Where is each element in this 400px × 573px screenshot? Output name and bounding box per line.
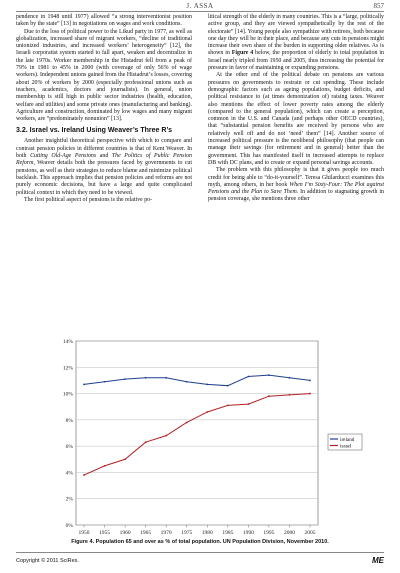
x-tick-label: 1970 xyxy=(160,530,172,536)
data-point-ireland xyxy=(124,378,126,380)
data-point-israel xyxy=(165,435,167,437)
data-point-israel xyxy=(104,465,106,467)
paragraph: The problem with this philosophy is that it gives people too much credit for being able to “do-it-yourself”. Teresa Ghilarducci examines this myth, among others, in her book When I’m Sixty-Four: The Plot against Pensions and the Plan to Save Them. In addition to stagnating growth in pension coverage, she mentions three other xyxy=(208,167,384,203)
data-point-ireland xyxy=(247,376,249,378)
y-tick-label: 14% xyxy=(62,339,73,345)
paragraph: Another insightful theoretical perspective with which to compare and contrast pension policies in different countries is that of Kent Weaver. In both Cutting Old-Age Pensions and The Politics of Public Pension Reform, Weaver details both the pressures faced by governments to cut pensions, as well as their strategies to reduce blame and minimize political backlash. This approach implies that pension policies and reforms are not purely economic decisions, but have a large and quite complicated political context in which they need to be viewed. xyxy=(16,138,193,196)
copyright-notice: Copyright © 2011 SciRes. xyxy=(16,558,79,564)
x-tick-label: 1960 xyxy=(119,530,131,536)
legend-label-ireland: ireland xyxy=(340,437,355,443)
paragraph: The first political aspect of pensions is the relative po- xyxy=(24,196,153,203)
data-point-israel xyxy=(289,394,291,396)
y-tick-label: 4% xyxy=(65,470,73,477)
data-point-ireland xyxy=(206,383,208,385)
page-number: 857 xyxy=(373,2,384,10)
plot-area xyxy=(76,341,318,525)
right-column xyxy=(208,14,384,204)
header-divider xyxy=(16,11,384,12)
y-tick-label: 10% xyxy=(62,391,73,398)
x-tick-label: 1985 xyxy=(222,530,234,536)
x-tick-label: 1980 xyxy=(201,530,213,536)
data-point-ireland xyxy=(289,377,291,379)
y-tick-label: 2% xyxy=(65,496,73,503)
x-tick-label: 2000 xyxy=(283,530,295,536)
y-tick-label: 8% xyxy=(65,417,73,424)
figure-4-chart xyxy=(16,333,384,538)
data-point-israel xyxy=(247,403,249,405)
paragraph: litical strength of the elderly in many countries. This is a “large, politically active group, and they are viewed sympathetically by the rest of the electorate” [14]. Young people also sympathize with retirees, both because one day they will be in their place, and because any cuts in pensions might increase their own share of the burden in supporting older relatives. As is shown in Figure 4 below, the proportion of elderly to total population in Israel nearly tripled from 1950 and 2005, thus increasing the potential for pressure in favor of maintaining or expanding pensions. xyxy=(208,14,384,72)
y-tick-label: 0% xyxy=(65,523,73,529)
data-point-israel xyxy=(83,474,85,476)
data-point-ireland xyxy=(104,381,106,383)
running-header-title: J. ASSA xyxy=(186,2,214,10)
data-point-ireland xyxy=(145,377,147,379)
data-point-ireland xyxy=(268,374,270,376)
data-point-israel xyxy=(186,422,188,424)
legend-label-israel: israel xyxy=(340,443,352,450)
line-chart xyxy=(16,333,384,538)
data-point-israel xyxy=(309,393,311,395)
x-tick-label: 1990 xyxy=(242,530,254,536)
x-tick-label: 1995 xyxy=(263,530,275,536)
data-point-ireland xyxy=(227,385,229,387)
paragraph: pendence in 1948 until 1977) allowed “a strong interventionist position taken by the state” [13] in negotiations on wages and work conditions. xyxy=(16,14,192,28)
left-column xyxy=(16,14,192,204)
paragraph: At the other end of the political debate on pensions are various pressures on governments to restrain or cut spending. These include demographic factors such as ageing populations, budget deficits, and political resistance to (at times demonization of) raising taxes. Weaver also mentions the effect of lower poverty rates among the elderly (compared to the general population), which can create a perception, common in the U.S. and Canada (and perhaps other OECD countries), that “substantial pension benefits are received by persons who are relatively well off and do not ‘need’ them” [14]. Another source of increased political pressure is the neoliberal philosophy (that people can manage their savings (for retirement and in general) better than the government. This has manifested itself in increased attempts to replace DB with DC plans, and to create or expand personal savings accounts. xyxy=(208,72,384,166)
data-point-ireland xyxy=(83,383,85,385)
x-tick-label: 1955 xyxy=(99,530,111,536)
paragraph: Due to the loss of political power to the Likud party in 1977, as well as globalization, increased share of migrant workers, “decline of traditional unionized industries, and increased workers’ heterogeneity” [12], the Israeli corporatist system started to fall apart, weaken and decentralize in the late 1970s. Worker membership in the Histadrut fell from a peak of 79% in 1981 to 45% in 2000 (with coverage of only 56% of wage workers). Independent unions gained from the Histadrut’s losses, covering about 20% of workers by 2000 (especially professional unions such as teachers, academics, doctors and journalists). In general, union membership is still high in public sector industries (health, education, welfare and utilities) and some private ones (manufacturing and banking). Agriculture and construction, dominated by low wages and many migrant workers, are “predominately nonunion” [13]. xyxy=(16,28,192,123)
footer-divider xyxy=(16,552,384,553)
data-point-israel xyxy=(124,458,126,460)
data-point-israel xyxy=(206,411,208,413)
x-tick-label: 1965 xyxy=(140,530,152,536)
data-point-israel xyxy=(145,441,147,443)
x-tick-label: 1950 xyxy=(78,530,90,536)
figure-caption: Figure 4. Population 65 and over as % of total population. UN Population Division, November 2010. xyxy=(71,539,329,545)
data-point-israel xyxy=(227,405,229,407)
x-tick-label: 1975 xyxy=(181,530,193,536)
data-point-ireland xyxy=(165,377,167,379)
data-point-israel xyxy=(268,395,270,397)
journal-mark: ME xyxy=(372,556,384,565)
section-heading: 3.2. Israel vs. Ireland Using Weaver’s Three R’s xyxy=(16,127,173,135)
y-tick-label: 12% xyxy=(62,365,73,372)
data-point-ireland xyxy=(309,380,311,382)
data-point-ireland xyxy=(186,381,188,383)
x-tick-label: 2005 xyxy=(304,530,316,536)
y-tick-label: 6% xyxy=(65,444,73,451)
